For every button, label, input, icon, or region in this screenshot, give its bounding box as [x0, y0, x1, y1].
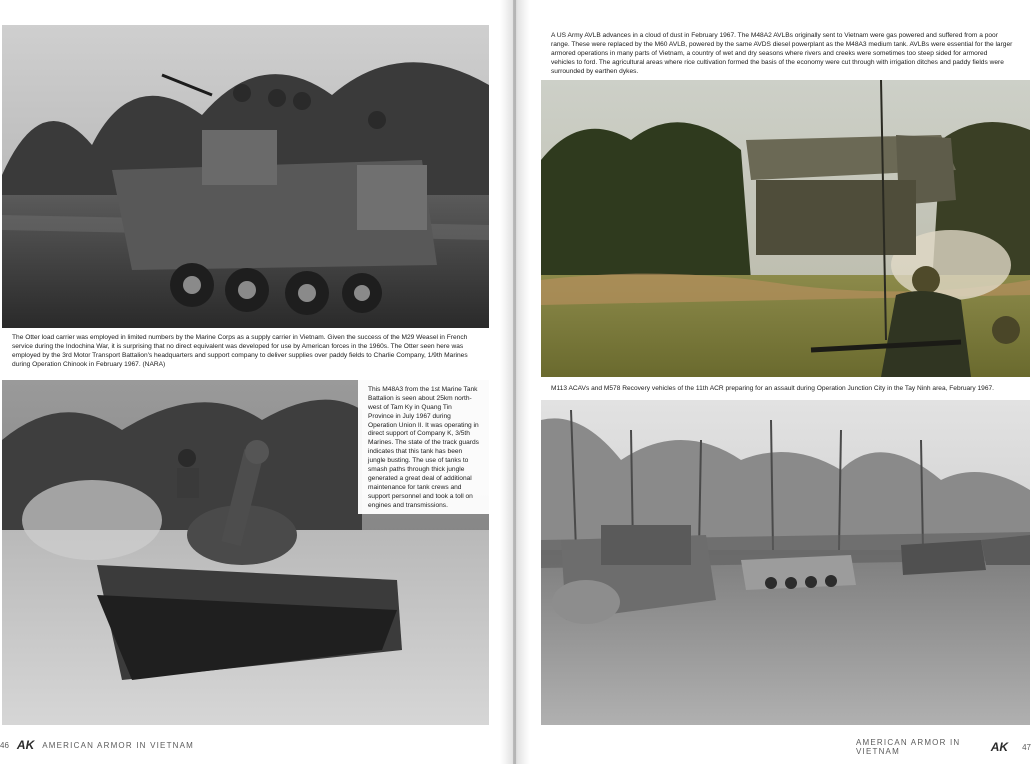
ak-logo: AK	[990, 740, 1009, 754]
avlb-color-photo	[541, 80, 1030, 377]
page-number: 46	[0, 740, 9, 750]
m48a3-photo-caption	[358, 380, 489, 514]
running-title: AMERICAN ARMOR IN VIETNAM	[42, 740, 195, 750]
right-page-footer	[856, 738, 1031, 756]
right-page	[516, 0, 1031, 764]
caption-text: A US Army AVLB advances in a cloud of dust in February 1967. The M48A2 AVLBs originally sent to Vietnam were gas powered and suffered from a poor range. These were replaced by the M60 AVLB, powered by the same AVDS diesel powerplant as the M48A3 medium tank. AVLBs were essential for the larger armored operations in many parts of Vietnam, a country of wet and dry seasons where rivers and creeks were sometimes too steep sided for armored vehicles to ford. The agricultural areas where rice cultivation formed the basis of the economy were cut through with irrigation ditches and paddy fields were surrounded by earthen dykes.	[551, 32, 1013, 75]
running-title: AMERICAN ARMOR IN VIETNAM	[856, 738, 961, 756]
caption-text: M113 ACAVs and M578 Recovery vehicles of the 11th ACR preparing for an assault during Operation Junction City in the Tay Ninh area, February 1967.	[551, 385, 994, 392]
acav-photo-caption	[551, 385, 1013, 397]
left-page-footer	[0, 738, 194, 752]
otter-photo-caption	[2, 330, 489, 376]
otter-carrier-photo	[2, 25, 489, 328]
m113-acav-photo	[541, 400, 1030, 725]
left-page	[0, 0, 513, 764]
ak-logo: AK	[16, 738, 35, 752]
page-number: 47	[1022, 742, 1031, 752]
caption-text: This M48A3 from the 1st Marine Tank Battalion is seen about 25km north-west of Tam Ky in Quang Tin Province in July 1967 during Operation Union II. It was operating in direct support of Company K, 3/5th Marines. The state of the track guards indicates that this tank has been jungle busting. The use of tanks to smash paths through thick jungle generated a great deal of additional maintenance for tank crews and support personnel and took a toll on engines and transmissions.	[368, 386, 479, 509]
avlb-photo-caption	[551, 32, 1013, 78]
caption-text: The Otter load carrier was employed in limited numbers by the Marine Corps as a supply carrier in Vietnam. Given the success of the M29 Weasel in French service during the Indochina War, it is surprising that no direct equivalent was developed for use by American forces in the 1960s. The Otter seen here was employed by the 3rd Motor Transport Battalion's headquarters and support company to deliver supplies over paddy fields to Charlie Company, 1/9th Marines during Operation Chinook in February 1967. (NARA)	[12, 334, 468, 368]
